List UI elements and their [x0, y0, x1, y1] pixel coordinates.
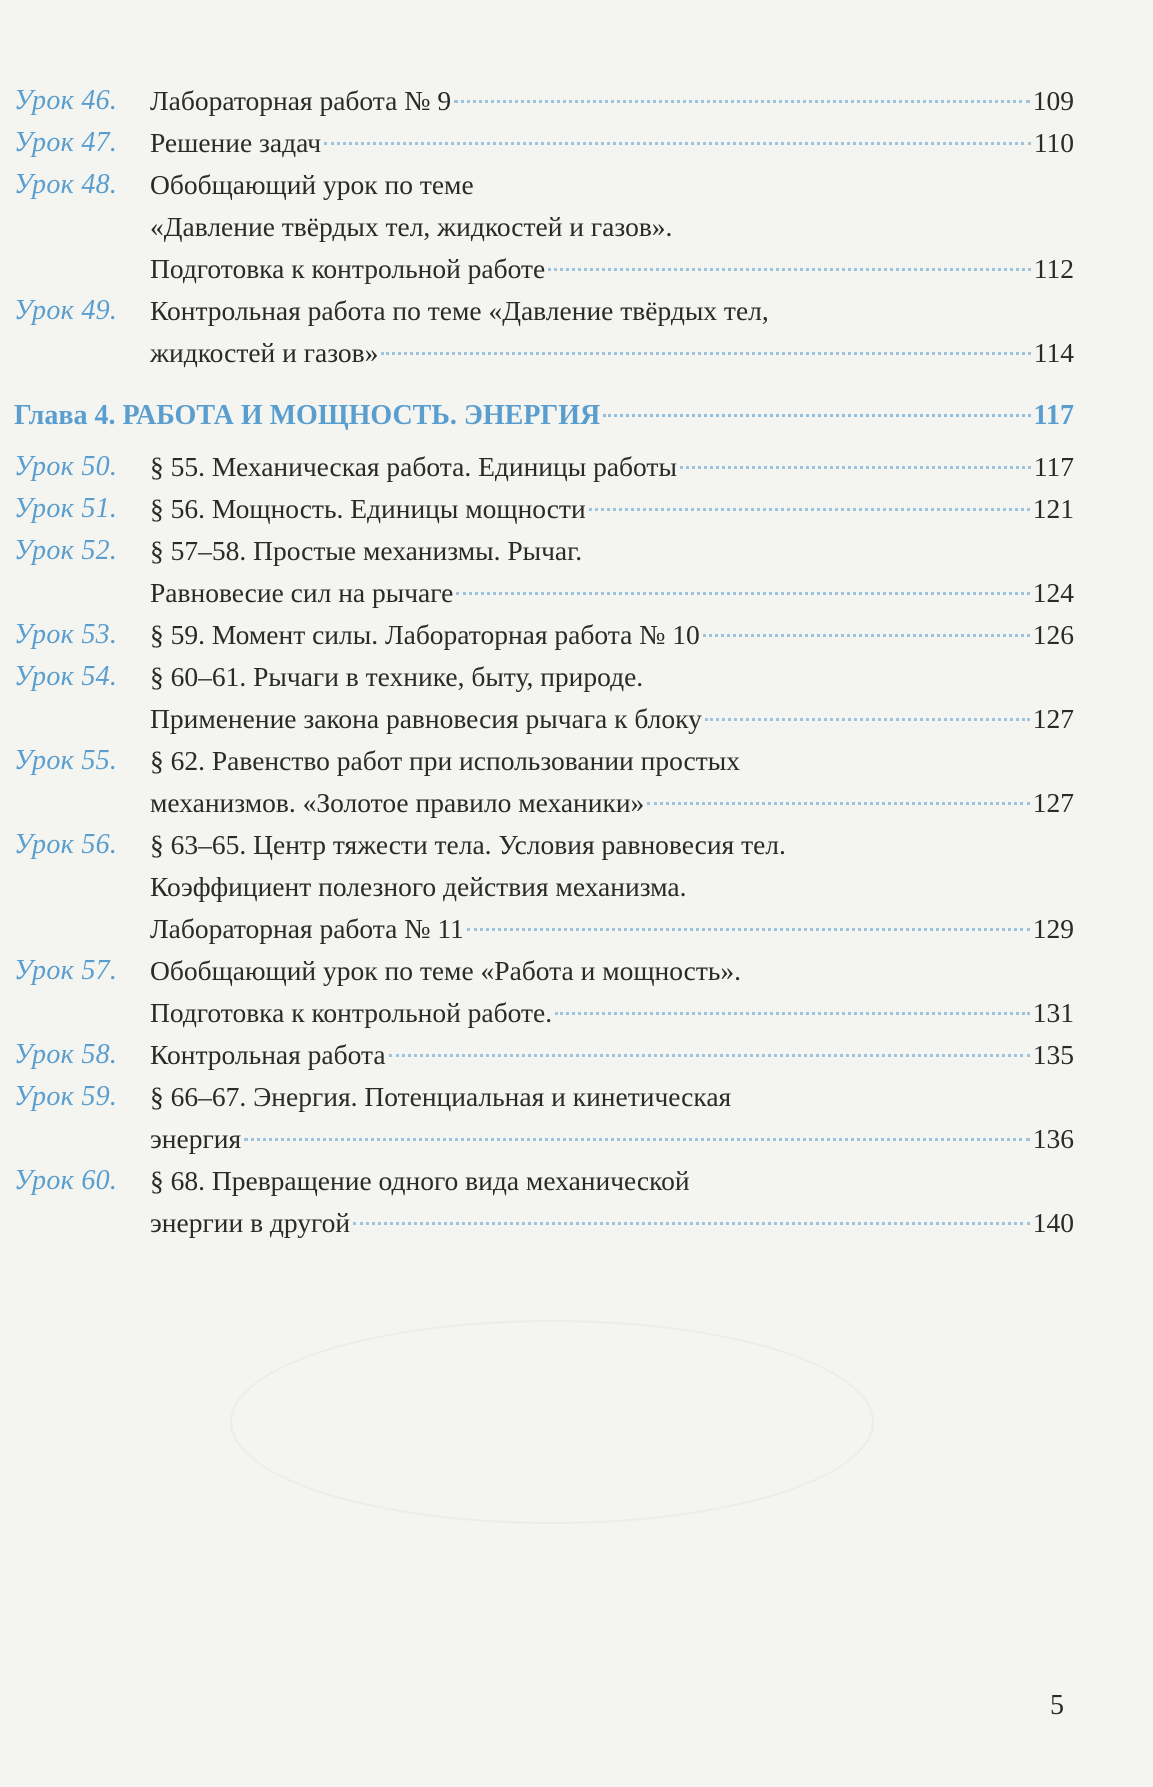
entry-title-line: § 62. Равенство работ при использовании простых	[150, 745, 741, 776]
toc-entry[interactable]	[14, 488, 1074, 530]
lesson-label: Урок 55.	[14, 745, 118, 776]
lesson-label: Урок 48.	[14, 169, 118, 200]
entry-title-line: энергии в другой	[150, 1207, 351, 1238]
entry-last-line	[150, 1202, 1074, 1244]
entry-content	[150, 488, 1074, 530]
toc-entry[interactable]	[14, 122, 1074, 164]
entry-title-line: энергия	[150, 1123, 242, 1154]
dot-leader	[703, 634, 1030, 637]
toc-entry[interactable]	[14, 1076, 1074, 1160]
page-ref: 136	[1032, 1123, 1074, 1154]
entry-last-line	[150, 572, 1074, 614]
toc-entry[interactable]	[14, 446, 1074, 488]
lesson-label: Урок 46.	[14, 85, 118, 116]
entry-title-line: § 60–61. Рычаги в технике, быту, природе.	[150, 661, 644, 692]
chapter-page: 117	[1033, 400, 1074, 431]
entry-content	[150, 530, 1074, 614]
lesson-label: Урок 58.	[14, 1039, 118, 1070]
toc-entry[interactable]	[14, 530, 1074, 614]
chapter-heading[interactable]	[14, 394, 1074, 438]
page-ref: 127	[1032, 703, 1074, 734]
entry-last-line	[150, 248, 1074, 290]
toc-entry[interactable]	[14, 80, 1074, 122]
page-ref: 127	[1032, 787, 1074, 818]
entry-title-line: Обобщающий урок по теме	[150, 169, 474, 200]
lesson-label: Урок 52.	[14, 535, 118, 566]
lesson-label: Урок 50.	[14, 451, 118, 482]
toc-entry[interactable]	[14, 614, 1074, 656]
entry-title-line: Коэффициент полезного действия механизма.	[150, 871, 687, 902]
entry-content	[150, 1076, 1074, 1160]
entry-content	[150, 122, 1074, 164]
lesson-label: Урок 57.	[14, 955, 118, 986]
entry-content	[150, 80, 1074, 122]
entry-title-line: Лабораторная работа № 9	[150, 85, 452, 116]
entry-content	[150, 164, 1074, 290]
entry-last-line	[150, 992, 1074, 1034]
entry-last-line	[150, 80, 1074, 122]
entry-title-line: § 56. Мощность. Единицы мощности	[150, 493, 586, 524]
entry-title-line: жидкостей и газов»	[150, 337, 379, 368]
page-ref: 112	[1033, 253, 1074, 284]
entry-title-line: § 57–58. Простые механизмы. Рычаг.	[150, 535, 583, 566]
entry-last-line	[150, 446, 1074, 488]
entry-title-line: Лабораторная работа № 11	[150, 913, 464, 944]
entry-title-line: Контрольная работа	[150, 1039, 386, 1070]
dot-leader	[389, 1054, 1030, 1057]
entry-content	[150, 950, 1074, 1034]
entry-last-line	[150, 488, 1074, 530]
entry-content	[150, 446, 1074, 488]
toc-entry[interactable]	[14, 824, 1074, 950]
dot-leader	[244, 1138, 1030, 1141]
entry-last-line	[150, 332, 1074, 374]
entry-content	[150, 1160, 1074, 1244]
dot-leader	[603, 414, 1030, 417]
entry-title-line: Решение задач	[150, 127, 322, 158]
lesson-label: Урок 49.	[14, 295, 118, 326]
toc-entry[interactable]	[14, 950, 1074, 1034]
lesson-label: Урок 51.	[14, 493, 118, 524]
dot-leader	[454, 100, 1030, 103]
toc-entry[interactable]	[14, 1034, 1074, 1076]
entry-content	[150, 656, 1074, 740]
entry-content	[150, 1034, 1074, 1076]
page-ref: 117	[1033, 451, 1074, 482]
entry-content	[150, 290, 1074, 374]
chapter-title: Глава 4. РАБОТА И МОЩНОСТЬ. ЭНЕРГИЯ	[14, 400, 601, 431]
entry-last-line	[150, 1034, 1074, 1076]
entry-title-line: § 63–65. Центр тяжести тела. Условия равновесия тел.	[150, 829, 786, 860]
dot-leader	[705, 718, 1030, 721]
dot-leader	[555, 1012, 1030, 1015]
bleed-through-stamp	[230, 1320, 874, 1524]
dot-leader	[548, 268, 1031, 271]
dot-leader	[647, 802, 1029, 805]
lesson-label: Урок 54.	[14, 661, 118, 692]
entry-title-line: Применение закона равновесия рычага к блоку	[150, 703, 702, 734]
entry-title-line: механизмов. «Золотое правило механики»	[150, 787, 645, 818]
toc-entry[interactable]	[14, 290, 1074, 374]
entry-last-line	[150, 908, 1074, 950]
entry-title-line: § 59. Момент силы. Лабораторная работа № 10	[150, 619, 700, 650]
entry-title-line: Подготовка к контрольной работе	[150, 253, 546, 284]
toc-entry[interactable]	[14, 740, 1074, 824]
page-ref: 129	[1032, 913, 1074, 944]
entry-title-line: Обобщающий урок по теме «Работа и мощность».	[150, 955, 742, 986]
page-ref: 110	[1033, 127, 1074, 158]
page-ref: 135	[1032, 1039, 1074, 1070]
table-of-contents	[14, 80, 1074, 1244]
dot-leader	[589, 508, 1030, 511]
page-ref: 109	[1032, 85, 1074, 116]
entry-content	[150, 614, 1074, 656]
page-ref: 126	[1032, 619, 1074, 650]
entry-last-line	[150, 1118, 1074, 1160]
lesson-label: Урок 59.	[14, 1081, 118, 1112]
entry-last-line	[150, 614, 1074, 656]
dot-leader	[324, 142, 1031, 145]
toc-group-chapter-4	[14, 446, 1074, 1244]
entry-last-line	[150, 782, 1074, 824]
entry-title-line: Контрольная работа по теме «Давление твёрдых тел,	[150, 295, 769, 326]
lesson-label: Урок 53.	[14, 619, 118, 650]
entry-title-line: Подготовка к контрольной работе.	[150, 997, 553, 1028]
entry-title-line: § 66–67. Энергия. Потенциальная и кинетическая	[150, 1081, 732, 1112]
entry-content	[150, 824, 1074, 950]
page-ref: 114	[1033, 337, 1074, 368]
dot-leader	[467, 928, 1030, 931]
dot-leader	[456, 592, 1029, 595]
entry-last-line	[150, 698, 1074, 740]
toc-entry[interactable]	[14, 164, 1074, 290]
toc-entry[interactable]	[14, 656, 1074, 740]
entry-content	[150, 740, 1074, 824]
entry-title-line: § 55. Механическая работа. Единицы работы	[150, 451, 677, 482]
page-ref: 124	[1032, 577, 1074, 608]
dot-leader	[680, 466, 1031, 469]
entry-title-line: Равновесие сил на рычаге	[150, 577, 454, 608]
dot-leader	[353, 1222, 1030, 1225]
page-ref: 121	[1032, 493, 1074, 524]
toc-group-chapter-3	[14, 80, 1074, 374]
toc-entry[interactable]	[14, 1160, 1074, 1244]
page-number: 5	[1050, 1690, 1064, 1721]
lesson-label: Урок 56.	[14, 829, 118, 860]
page-ref: 140	[1032, 1207, 1074, 1238]
dot-leader	[381, 352, 1030, 355]
page-ref: 131	[1032, 997, 1074, 1028]
lesson-label: Урок 47.	[14, 127, 118, 158]
entry-title-line: «Давление твёрдых тел, жидкостей и газов».	[150, 211, 673, 242]
lesson-label: Урок 60.	[14, 1165, 118, 1196]
entry-title-line: § 68. Превращение одного вида механической	[150, 1165, 690, 1196]
entry-last-line	[150, 122, 1074, 164]
